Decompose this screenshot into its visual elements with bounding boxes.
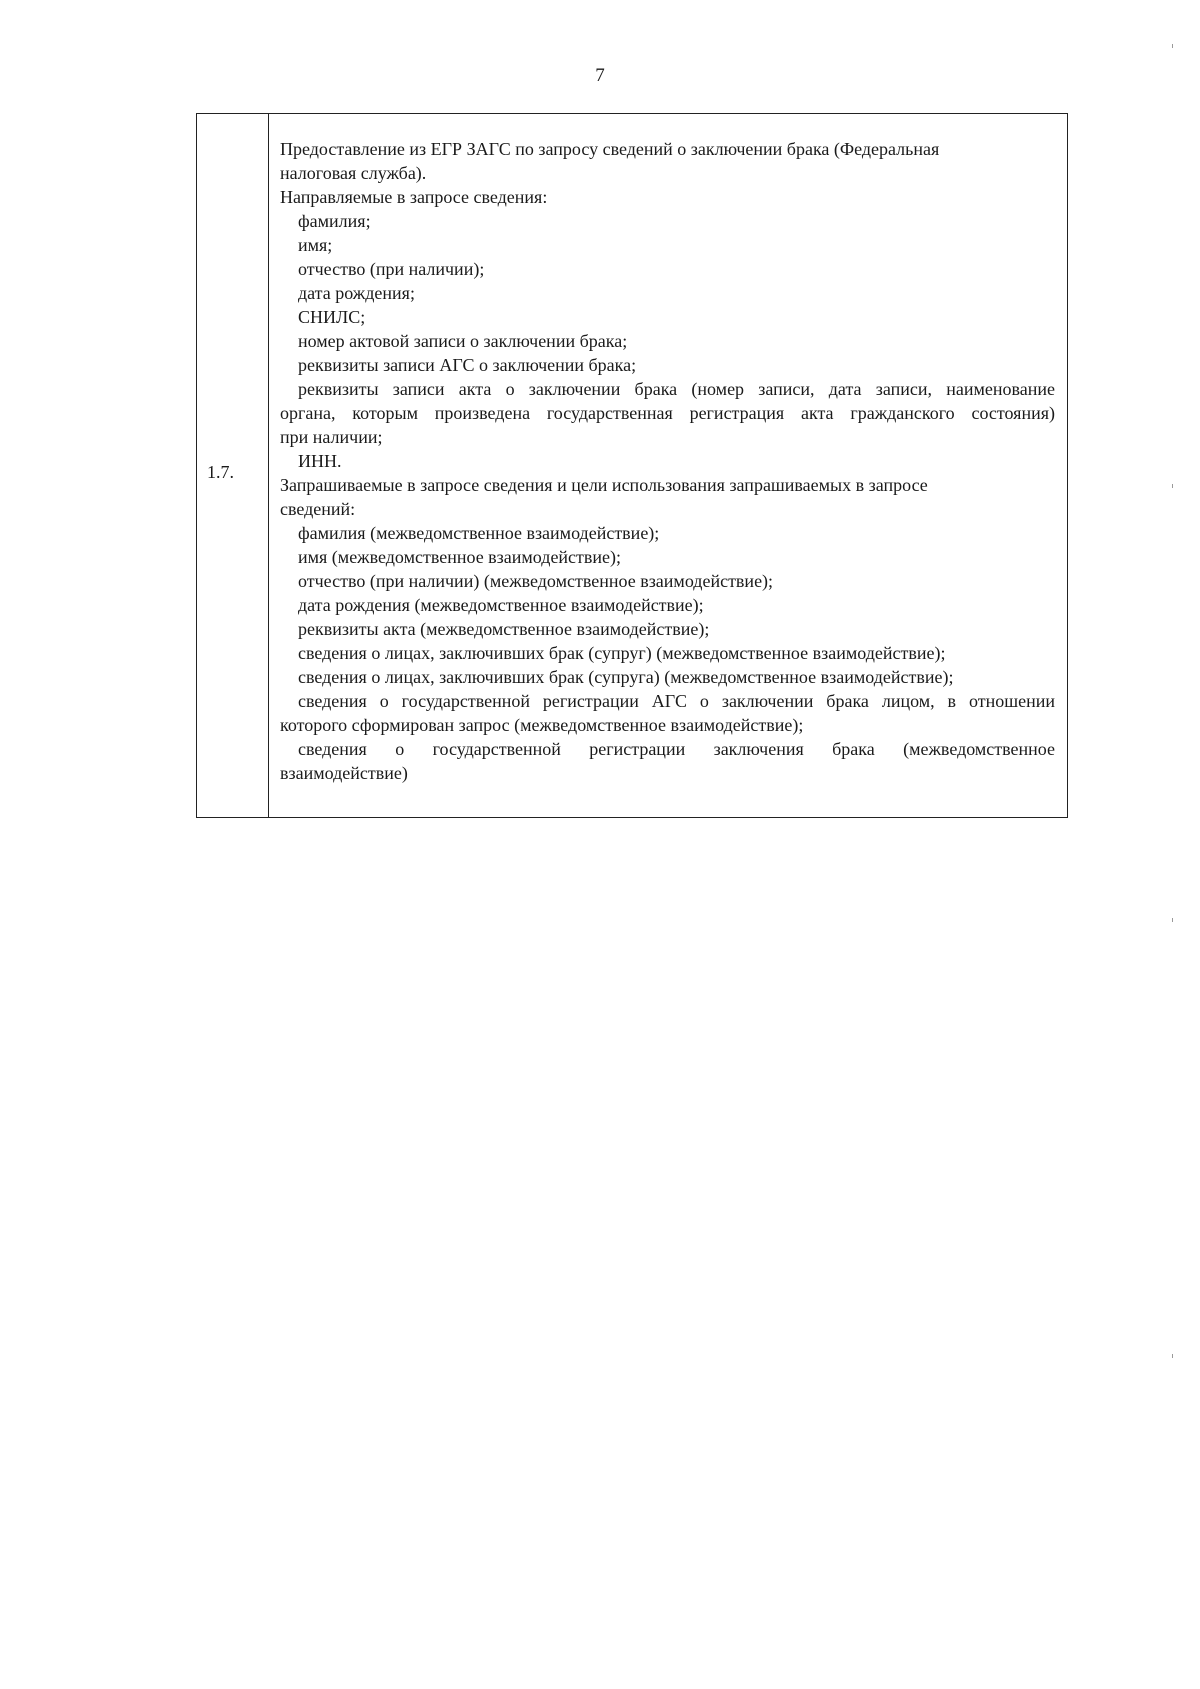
document-table (196, 113, 1068, 818)
content-line: дата рождения (межведомственное взаимодействие); (298, 595, 704, 615)
content-line: сведения о лицах, заключивших брак (супруга) (межведомственное взаимодействие); (298, 667, 954, 687)
scan-mark (1172, 1354, 1173, 1358)
scan-mark (1172, 44, 1173, 48)
content-line: дата рождения; (298, 283, 415, 303)
content-line: имя (межведомственное взаимодействие); (298, 547, 622, 567)
row-number: 1.7. (207, 462, 234, 482)
content-line: фамилия (межведомственное взаимодействие); (298, 523, 660, 543)
content-line: сведения о лицах, заключивших брак (супруг) (межведомственное взаимодействие); (298, 643, 946, 663)
content-line: Запрашиваемые в запросе сведения и цели использования запрашиваемых в запросе (280, 475, 928, 495)
scan-mark (1172, 484, 1173, 488)
row-number-cell (197, 114, 269, 817)
content-line: при наличии; (280, 427, 383, 447)
content-line: сведения о государственной регистрации заключения брака (межведомственное (298, 739, 1055, 759)
content-line: СНИЛС; (298, 307, 366, 327)
content-line: имя; (298, 235, 333, 255)
content-line: органа, которым произведена государственная регистрация акта гражданского состояния) (280, 403, 1055, 423)
content-line: взаимодействие) (280, 763, 408, 783)
content-line: Предоставление из ЕГР ЗАГС по запросу сведений о заключении брака (Федеральная (280, 139, 940, 159)
page-number: 7 (595, 65, 605, 86)
content-line: отчество (при наличии) (межведомственное взаимодействие); (298, 571, 774, 591)
content-line: фамилия; (298, 211, 371, 231)
content-line: которого сформирован запрос (межведомственное взаимодействие); (280, 715, 804, 735)
content-line: реквизиты записи АГС о заключении брака; (298, 355, 637, 375)
scan-mark (1172, 918, 1173, 922)
content-line: реквизиты записи акта о заключении брака (номер записи, дата записи, наименование (298, 379, 1055, 399)
content-line: сведений: (280, 499, 356, 519)
content-line: отчество (при наличии); (298, 259, 485, 279)
row-content-cell (269, 114, 1067, 817)
content-line: реквизиты акта (межведомственное взаимодействие); (298, 619, 710, 639)
content-line: сведения о государственной регистрации АГС о заключении брака лицом, в отношении (298, 691, 1055, 711)
content-line: налоговая служба). (280, 163, 427, 183)
content-line: номер актовой записи о заключении брака; (298, 331, 628, 351)
content-line: ИНН. (298, 451, 342, 471)
content-line: Направляемые в запросе сведения: (280, 187, 548, 207)
